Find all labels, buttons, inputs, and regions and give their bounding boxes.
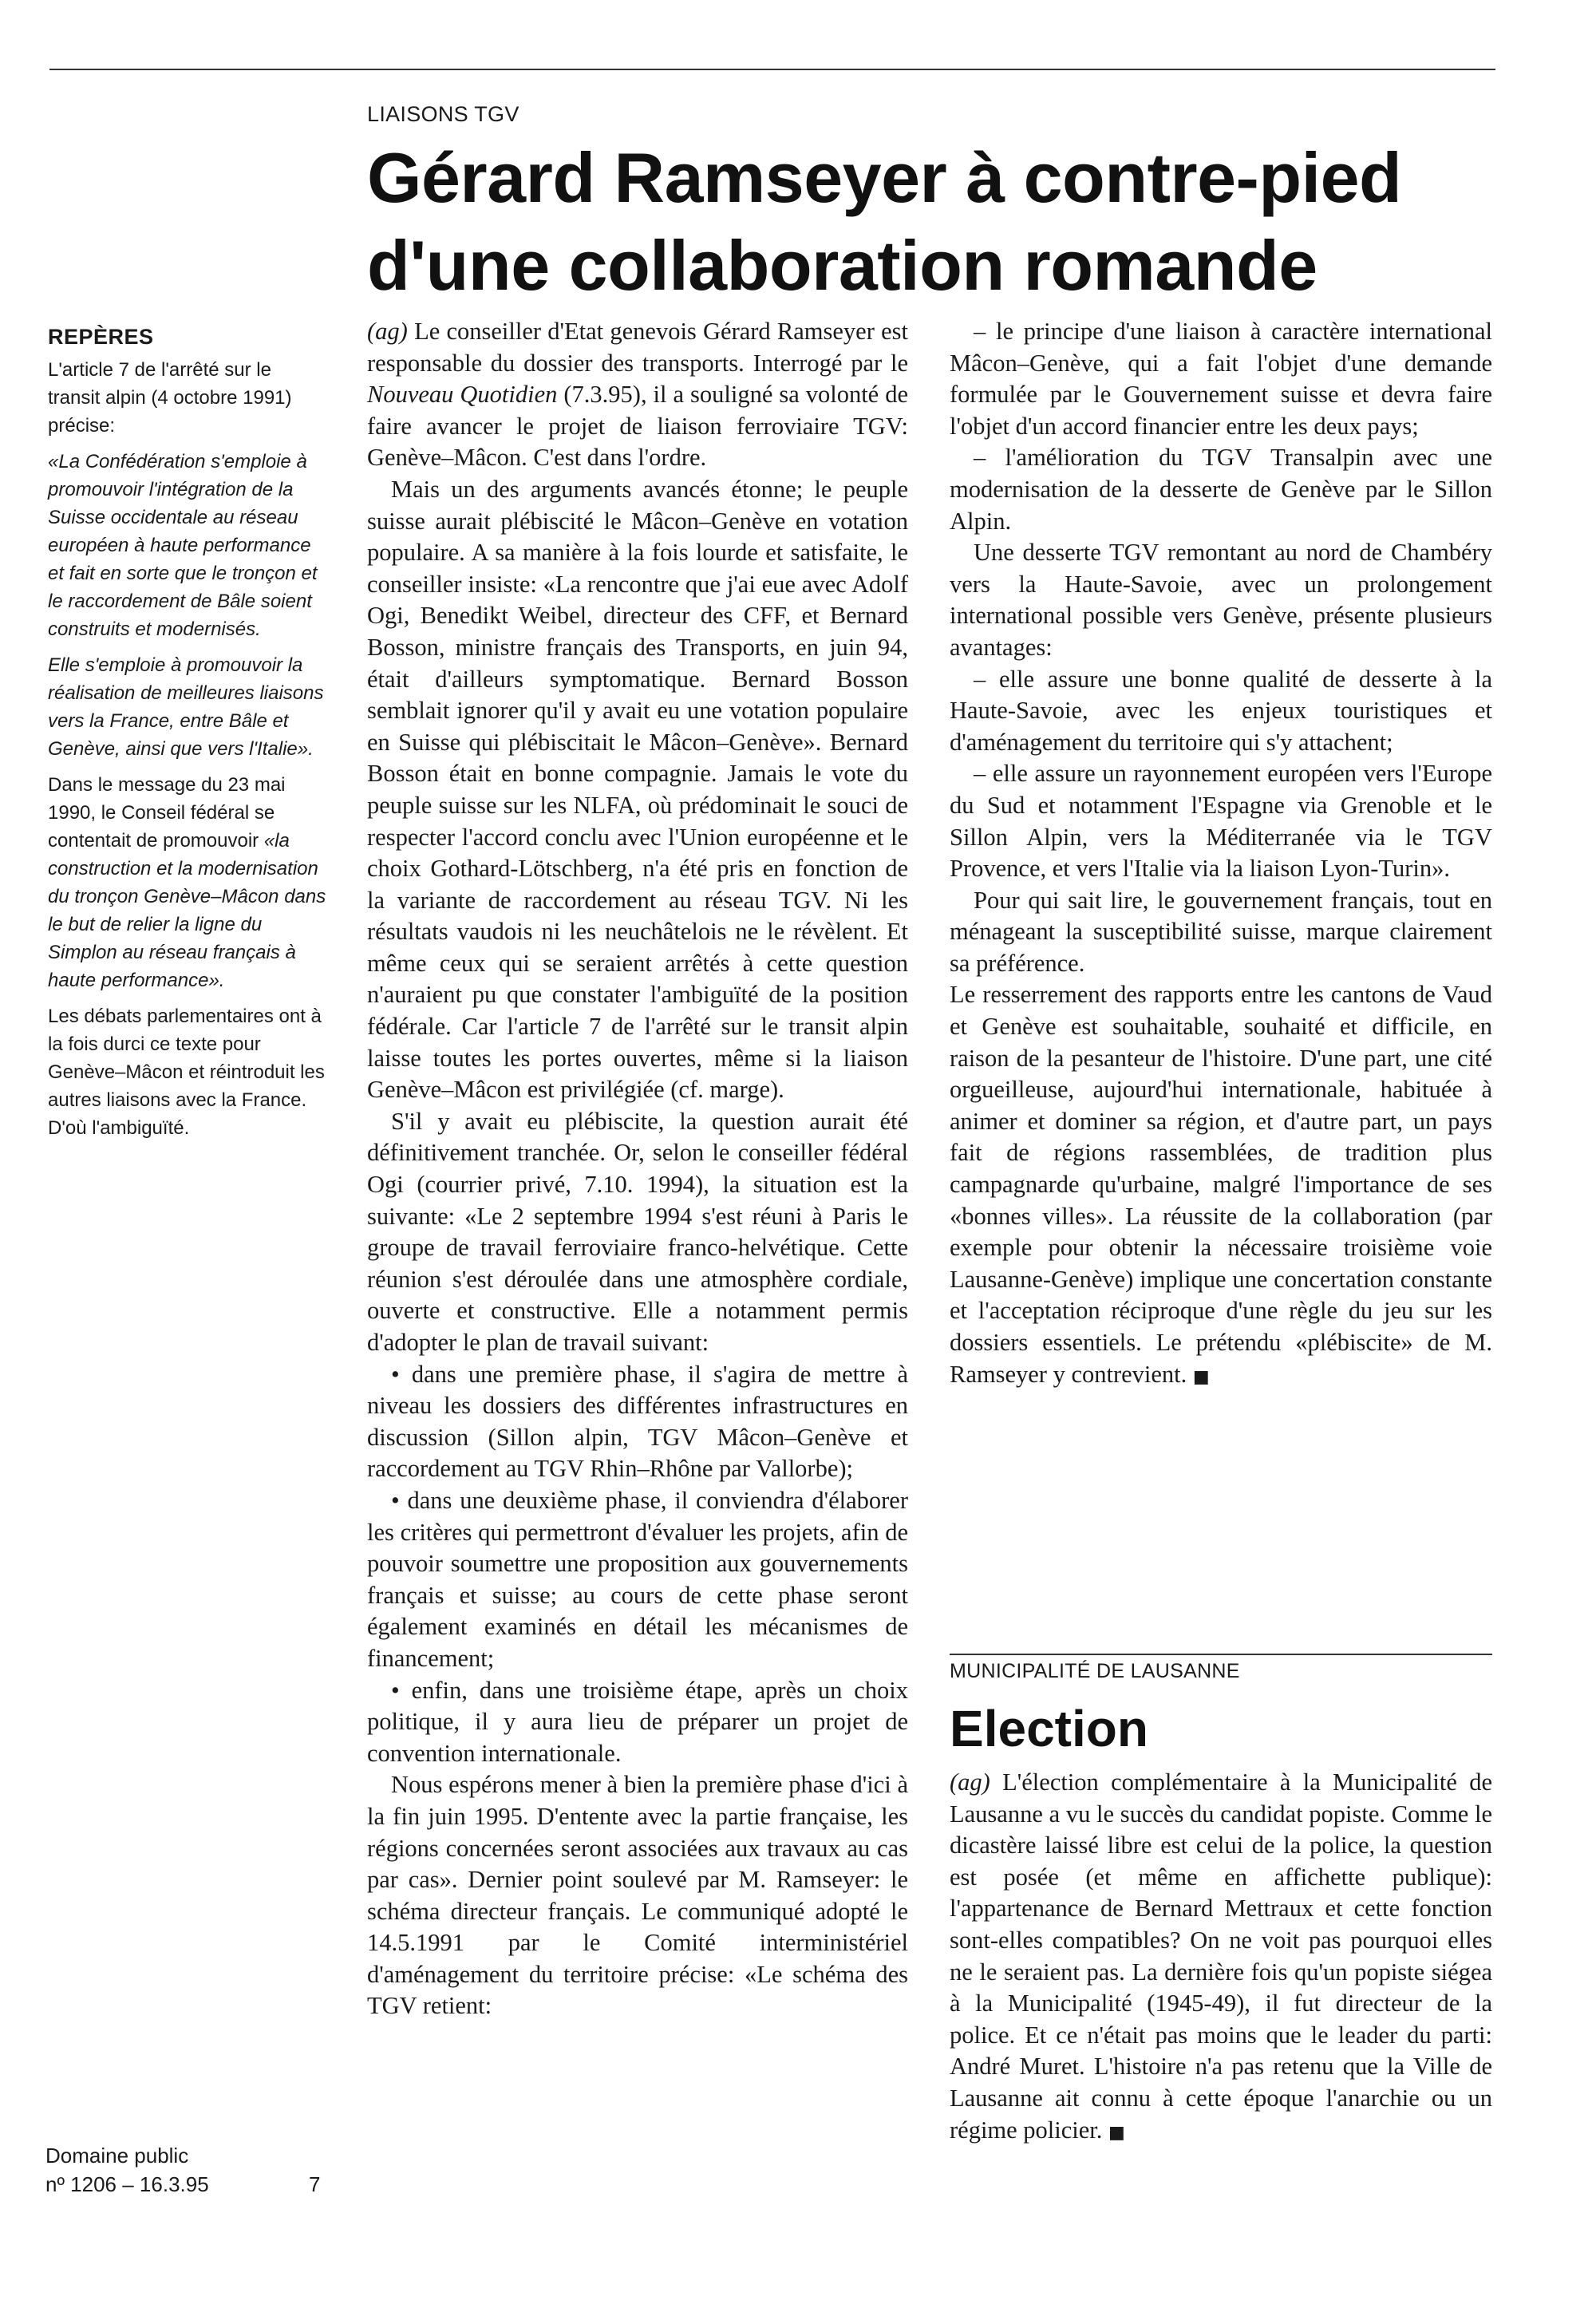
article-paragraph: S'il y avait eu plébiscite, la question aurait été définitivement tranchée. Or, selon le conseiller fédéral Ogi (courrier privé, 7.10. 1994), la situation est la suivante: «Le 2 septembre 1994 s'est réuni à Paris le groupe de travail ferroviaire franco-helvétique. Cette réunion s'est déroulée dans une atmosphère cordiale, ouverte et constructive. Elle a notamment permis d'adopter le plan de travail suivant: <box>367 1107 908 1356</box>
end-mark-icon: ■ <box>1108 2122 1125 2143</box>
newspaper-name: Nouveau Quotidien <box>367 381 558 409</box>
publication-name: Domaine public <box>45 2144 189 2168</box>
article-paragraph: Pour qui sait lire, le gouvernement français, tout en ménageant la susceptibilité suisse, marque clairement sa préférence. <box>950 886 1492 977</box>
page-number: 7 <box>309 2172 321 2196</box>
bullet-icon: • <box>391 1676 400 1704</box>
bullet-item <box>367 1485 908 1675</box>
text-run: Le conseiller d'Etat genevois Gérard Ramseyer est responsable du dossier des transports. Interrogé par le <box>367 318 908 377</box>
end-mark-icon: ■ <box>1192 1366 1210 1387</box>
text-run: L'élection complémentaire à la Municipalité de Lausanne a vu le succès du candidat popiste. Comme le dicastère laissé libre est celui de la police, la question est posée (et même en affichette publique): l'appartenance de Bernard Mettraux et cette fonction sont-elles compatibles? On ne voit pas pourquoi elles ne le seraient pas. La dernière fois qu'un popiste siégea à la Municipalité (1945-49), il fut directeur de la police. Et ce n'était pas moins que le leader du parti: André Muret. L'histoire n'a pas retenu que la Ville de Lausanne ait connu à cette époque l'anarchie ou un régime policier. <box>950 1768 1492 2144</box>
dash-item: – elle assure une bonne qualité de desserte à la Haute-Savoie, avec les enjeux touristiques et d'aménagement du territoire qui s'y attachent; <box>950 665 1492 756</box>
article-paragraph: Une desserte TGV remontant au nord de Chambéry vers la Haute-Savoie, avec un prolongement international possible vers Genève, présente plusieurs avantages: <box>950 539 1492 661</box>
author-initials: (ag) <box>367 318 408 345</box>
bullet-item <box>367 1359 908 1485</box>
page-footer <box>45 2141 333 2199</box>
bullet-icon: • <box>391 1360 400 1388</box>
sidebar-reperes <box>48 323 327 1150</box>
bullet-text: dans une deuxième phase, il conviendra d'élaborer les critères qui permettront d'évaluer les projets, afin de pouvoir soumettre une proposition aux gouvernements français et suisse; au cours de cette phase seront également examinés en détail les mécanismes de financement; <box>367 1486 908 1672</box>
dash-item: – l'amélioration du TGV Transalpin avec une modernisation de la desserte de Genève par le Sillon Alpin. <box>950 444 1492 535</box>
bullet-icon: • <box>391 1486 400 1514</box>
section-kicker-2: MUNICIPALITÉ DE LAUSANNE <box>950 1660 1240 1682</box>
article-column-1 <box>367 316 908 2022</box>
dash-item: – elle assure un rayonnement européen vers l'Europe du Sud et notamment l'Espagne via Grenoble et le Sillon Alpin, vers la Méditerranée via le TGV Provence, et vers l'Italie via la liaison Lyon-Turin». <box>950 760 1492 883</box>
article-paragraph <box>950 1767 1492 2148</box>
article-paragraph <box>367 316 908 474</box>
sidebar-quote: «La Confédération s'emploie à promouvoir l'intégration de la Suisse occidentale au réseau européen à haute performance et fait en sorte que le tronçon et le raccordement de Bâle soient construits et modernisés. <box>48 451 318 640</box>
article-headline: Gérard Ramseyer à contre-pied d'une collaboration romande <box>367 138 1402 305</box>
bullet-text: enfin, dans une troisième étape, après un choix politique, il y aura lieu de préparer un projet de convention internationale. <box>367 1676 908 1767</box>
second-article <box>950 1767 1492 2148</box>
second-headline: Election <box>950 1700 1148 1757</box>
article-paragraph: Mais un des arguments avancés étonne; le peuple suisse aurait plébiscité le Mâcon–Genève en votation populaire. A sa manière à la fois lourde et satisfaite, le conseiller insiste: «La rencontre que j'ai eue avec Adolf Ogi, Benedikt Weibel, directeur des CFF, et Bernard Bosson, ministre français des Transports, en juin 94, était d'ailleurs symptomatique. Bernard Bosson semblait ignorer qu'il y avait eu une votation populaire en Suisse qui plébiscitait le Mâcon–Genève». Bernard Bosson était en bonne compagnie. Jamais le vote du peuple suisse sur les NLFA, où prédominait le souci de respecter l'accord conclu avec l'Union européenne et le choix Gothard-Lötschberg, n'a été pris en fonction de la variante de raccordement au réseau TGV. Ni les résultats vaudois ni les neuchâtelois ne le révèlent. Et même ceux qui se seraient arrêtés à cette question n'auraient pu que constater l'ambiguïté de la position fédérale. Car l'article 7 de l'arrêté sur le transit alpin laisse toutes les portes ouvertes, même si la liaison Genève–Mâcon est privilégiée (cf. marge). <box>367 475 908 1104</box>
sidebar-paragraph: Les débats parlementaires ont à la fois durci ce texte pour Genève–Mâcon et réintroduit les autres liaisons avec la France. D'où l'ambiguïté. <box>48 1006 325 1139</box>
section-rule <box>950 1654 1492 1655</box>
sidebar-title: REPÈRES <box>48 325 154 349</box>
sidebar-paragraph <box>48 771 327 994</box>
section-kicker: LIAISONS TGV <box>367 102 519 126</box>
article-paragraph: Nous espérons mener à bien la première phase d'ici à la fin juin 1995. D'entente avec la partie française, les régions concernées seront associées aux travaux au cas par cas». Dernier point soulevé par M. Ramseyer: le schéma directeur français. Le communiqué adopté le 14.5.1991 par le Comité interministériel d'aménagement du territoire précise: «Le schéma des TGV retient: <box>367 1771 908 2020</box>
bullet-text: dans une première phase, il s'agira de mettre à niveau les dossiers des différentes infrastructures en discussion (Sillon alpin, TGV Mâcon–Genève et raccordement au TGV Rhin–Rhône par Vallorbe); <box>367 1360 909 1483</box>
sidebar-quote: Elle s'emploie à promouvoir la réalisation de meilleures liaisons vers la France, entre Bâle et Genève, ainsi que vers l'Italie». <box>48 654 324 760</box>
text-run: (7.3.95), il a souligné sa volonté de faire avancer le projet de liaison ferroviaire TGV: Genève–Mâcon. C'est dans l'ordre. <box>367 381 908 472</box>
article-column-2 <box>950 316 1492 1393</box>
sidebar-text: Dans le message du 23 mai 1990, le Conseil fédéral se contentait de promouvoir <box>48 774 286 852</box>
issue-number: nº 1206 – 16.3.95 <box>45 2172 209 2196</box>
article-paragraph <box>950 979 1492 1393</box>
sidebar-quote-inline: «la construction et la modernisation du tronçon Genève–Mâcon dans le but de relier la ligne du Simplon au réseau français à haute performance». <box>48 830 326 991</box>
top-rule <box>49 69 1495 70</box>
bullet-item <box>367 1675 908 1770</box>
author-initials: (ag) <box>950 1768 990 1796</box>
sidebar-paragraph: L'article 7 de l'arrêté sur le transit alpin (4 octobre 1991) précise: <box>48 359 292 437</box>
dash-item: – le principe d'une liaison à caractère international Mâcon–Genève, qui a fait l'objet d'une demande formulée par le Gouvernement suisse et devra faire l'objet d'un accord financier entre les deux pays; <box>950 318 1492 440</box>
text-run: Le resserrement des rapports entre les cantons de Vaud et Genève est souhaitable, souhaité et difficile, en raison de la pesanteur de l'histoire. D'une part, une cité orgueilleuse, aujourd'hui internationale, habituée à animer et dominer sa région, et d'autre part, un pays fait de régions rassemblées, de tradition plus campagnarde qu'urbaine, malgré l'importance de ses «bonnes villes». La réussite de la collaboration (par exemple pour obtenir la nécessaire troisième voie Lausanne-Genève) implique une concertation constante et l'acceptation réciproque d'une règle du jeu sur les dossiers essentiels. Le prétendu «plébiscite» de M. Ramseyer y contrevient. <box>950 981 1492 1388</box>
